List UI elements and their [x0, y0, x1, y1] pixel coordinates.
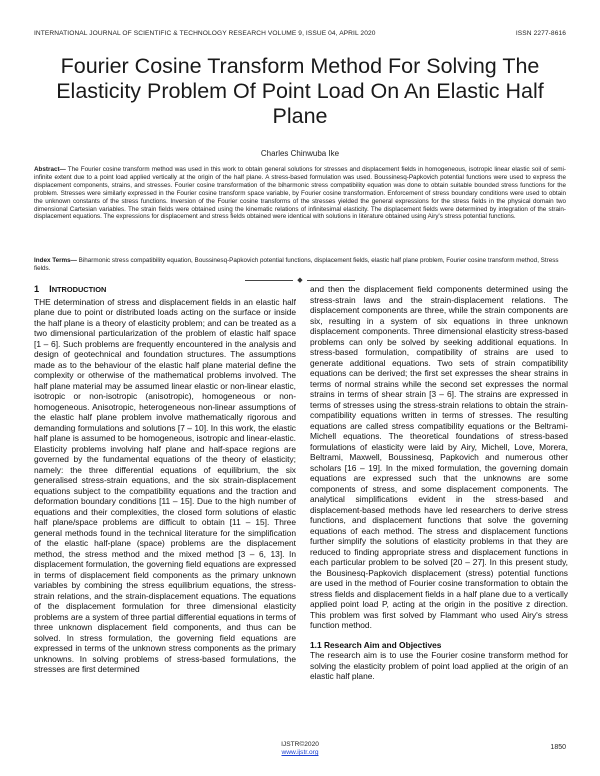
section-title-rest: NTRODUCTION: [51, 285, 107, 294]
index-terms: [34, 257, 566, 273]
separator-line-right: [307, 280, 355, 281]
footer: [0, 741, 600, 757]
section-separator: [0, 276, 600, 284]
author: Charles Chinwuba Ike: [260, 149, 340, 158]
section-number: 1: [34, 284, 40, 294]
section-title-initial: I: [49, 284, 52, 294]
index-terms-label: Index Terms—: [34, 257, 77, 264]
section-heading: [34, 284, 296, 296]
running-header: [34, 30, 566, 37]
footer-website-link[interactable]: www.ijstr.org: [281, 749, 319, 756]
subsection-heading: 1.1 Research Aim and Objectives: [310, 639, 442, 650]
journal-header: INTERNATIONAL JOURNAL OF SCIENTIFIC & TECHNOLOGY RESEARCH VOLUME 9, ISSUE 04, APRIL 2020: [34, 30, 376, 37]
footer-copyright: IJSTR©2020: [281, 741, 319, 748]
issn: ISSN 2277-8616: [515, 30, 566, 37]
abstract-label: Abstract—: [34, 166, 66, 173]
left-column: [34, 284, 296, 675]
separator-diamond: ◆: [297, 277, 303, 284]
introduction-continued: and then the displacement field components determined using the stress-strain laws and the strain-displacement relations. The displacement components are three, while the strain components are six, resulting in a system of six equations in three unknown displacement components. Three dimensional elasticity stress-based problems can only be solved by seeking additional equations. In stress-based formulation, compatibility of strains are used to generate additional equations. Two sets of strain compatibility equations can be derived; the first set expresses the shear strains in terms of normal strains while the second set expresses the normal strains in terms of shear strain [3 – 6]. The strains are expressed in terms of stresses using the stress-strain relations to obtain the strain-compatibility equations written in terms of stresses. The resulting equations are called stress compatibility equations or the Beltrami-Michell equations. The theoretical foundations of stress-based formulations of elasticity were laid by Airy, Michell, Love, Morera, Beltrami, Maxwell, Boussinesq, Papkovich and numerous other scholars [16 – 19]. In the mixed formulation, the governing domain equations are expressed such that the unknowns are some components of stress, and some displacement components. The analytical simplifications evident in the stress-based and displacement-based methods have led researchers to derive stress functions, and displacement functions that solve the governing equations of each method. The stress and displacement functions further simplify the solutions of elasticity problems in that they are reduced to finding appropriate stress and displacement functions in each particular problem to be solved [20 – 27]. In this present study, the Bousinesq-Papkovich displacement (stress) potential functions are used in the method of Fourier cosine transformation to obtain the stress fields and displacement fields in a half plane due to a vertically applied point load P, acting at the origin in the positive z direction. This problem was first solved by Flammant who used Airy's stress function method.: [310, 284, 568, 630]
abstract: [34, 166, 566, 221]
introduction-paragraph: THE determination of stress and displacement fields in an elastic half plane due to point or distributed loads acting on the surface or inside the half plane is a theory of elasticity problem; and can be treated as a two dimensional particularization of the problem of elastic half space [1 – 6]. Such problems are frequently encountered in the analysis and design of geotechnical and foundation structures. The assumptions made as to the behaviour of the elastic half plane material define the complexity or otherwise of the mathematical problems involved. The half plane material may be assumed linear elastic or non-linear elastic, isotropic or non-isotropic (anisotropic), homogeneous or non-homogeneous. Anisotropic, heterogeneous non-linear assumptions of the elastic half plane problem involve mathematically rigorous and demanding formulations and solutions [7 – 10]. In this work, the elastic half plane is assumed to be homogeneous, isotropic and linear-elastic. Elasticity problems involving half plane and half-space regions are governed by the fundamental equations of the theory of elasticity; namely: the three differential equations of equilibrium, the six generalised stress-strain equations, and the six strain-displacement equations subject to the compatibility equations and the traction and deformation boundary conditions [11 – 15]. Due to the high number of equations and their complexities, the closed form solutions of elastic half plane/space problems are difficult to obtain [11 – 15]. Three general methods found in the technical literature for the simplification of the elastic half-plane (space) problems are the displacement method, the stress method and the mixed method [3 – 6, 13]. In displacement formulation, the governing field equations are expressed in terms of displacement field components as the primary unknown variables by combining the stress equilibrium equations, the stress-strain relations, and the strain-displacement equations. The equations of the displacement formulation for three dimensional elasticity problems are a system of three partial differential equations in terms of three unknown displacement field components, and thus can be solved. In stress formulation, the governing field equations are expressed in terms of the unknown stress components as the primary unknowns. In solving problems of stress-based formulations, the stresses are first determined: [34, 296, 296, 674]
page-number: 1850: [550, 744, 566, 751]
separator-line-left: [245, 280, 293, 281]
research-aim-paragraph: The research aim is to use the Fourier cosine transform method for solving the elasticity problem of point load applied at the origin of an elastic half plane.: [310, 650, 568, 681]
right-column: [310, 284, 568, 682]
abstract-text: The Fourier cosine transform method was used in this work to obtain general solutions for stresses and displacement fields in homogeneous, isotropic linear elastic soil of semi-infinite extent due to a point load applied vertically at the origin of the half plane. A stress-based formulation was used. Boussinesq-Papkovich potential functions were used to express the displacement components, strains, and stresses. Fourier cosine transformation of the biharmonic stress compatibility equation was done to obtain suitable bounded stress functions for the problem. Stresses were similarly expressed in the Fourier cosine transform space variable, by Fourier cosine transformation. Enforcement of stress boundary conditions were used to obtain the unknown constants of the stress functions. Inversion of the Fourier cosine transforms of the stresses yielded the general expressions for the stress fields in the physical domain two dimensional Cartesian variables. The strain fields were obtained using the kinematic relations of infinitesimal elasticity. The displacement fields were determined by integration of the strain-displacement equations. The expressions for displacement and stress fields obtained were identical with solutions in literature obtained using Airy's stress potential functions.: [34, 166, 566, 221]
index-terms-text: Biharmonic stress compatibility equation, Boussinesq-Papkovich potential functions, displacement fields, elastic half plane problem, Fourier cosine transform method, Stress fields.: [34, 257, 559, 272]
paper-title: Fourier Cosine Transform Method For Solving The Elasticity Problem Of Point Load On An Elastic Half Plane: [56, 54, 544, 128]
